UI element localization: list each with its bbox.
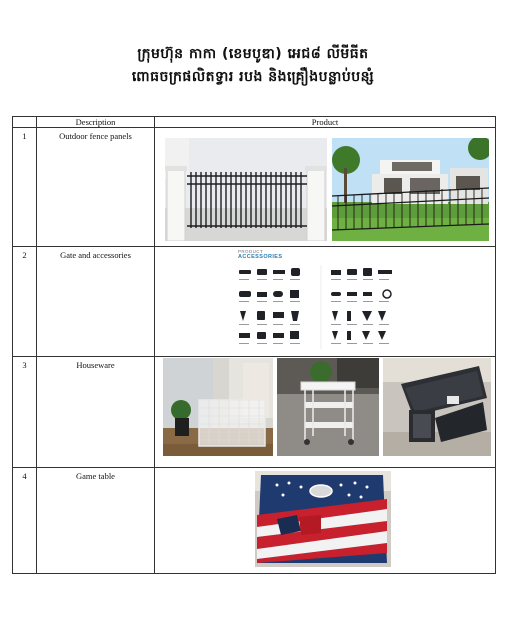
catalog-label: PRODUCT: [238, 249, 264, 254]
cornhole-board-photo: [255, 471, 391, 567]
table-header-row: [13, 117, 496, 128]
col-description-header: Description: [37, 117, 155, 128]
row-product: [155, 468, 496, 574]
row-number: 2: [13, 247, 37, 357]
rolling-cart-photo: [277, 358, 379, 456]
col-product-header: Product: [155, 117, 496, 128]
row-description: Gate and accessories: [37, 247, 155, 357]
row-product: [155, 247, 496, 357]
product-table: [12, 116, 496, 574]
catalog-title: ACCESSORIES: [238, 254, 283, 260]
company-subtitle: ពោធចក្រផលិតទ្វារ របង និងគ្រឿងបន្លាប់បន្សំ: [131, 69, 375, 85]
row-number: 3: [13, 357, 37, 468]
row-description: Houseware: [37, 357, 155, 468]
row-product: [155, 357, 496, 468]
fence-gate-photo: [165, 138, 327, 241]
company-title: ក្រុមហ៊ុន កាកា (ខេមបូឌា) អេជ៨ លីមីធីត: [137, 46, 369, 62]
col-no-header: [13, 117, 37, 128]
accessories-catalog: [235, 247, 421, 351]
row-number: 4: [13, 468, 37, 574]
villa-fence-photo: [332, 138, 489, 241]
row-number: 1: [13, 128, 37, 247]
wire-cage-photo: [163, 358, 273, 456]
table-row: [13, 247, 496, 357]
table-row: [13, 357, 496, 468]
table-row: [13, 128, 496, 247]
row-description: Outdoor fence panels: [37, 128, 155, 247]
accessory-parts-grid: [235, 265, 421, 351]
row-description: Game table: [37, 468, 155, 574]
folding-table-photo: [383, 358, 491, 456]
table-row: [13, 468, 496, 574]
row-product: [155, 128, 496, 247]
